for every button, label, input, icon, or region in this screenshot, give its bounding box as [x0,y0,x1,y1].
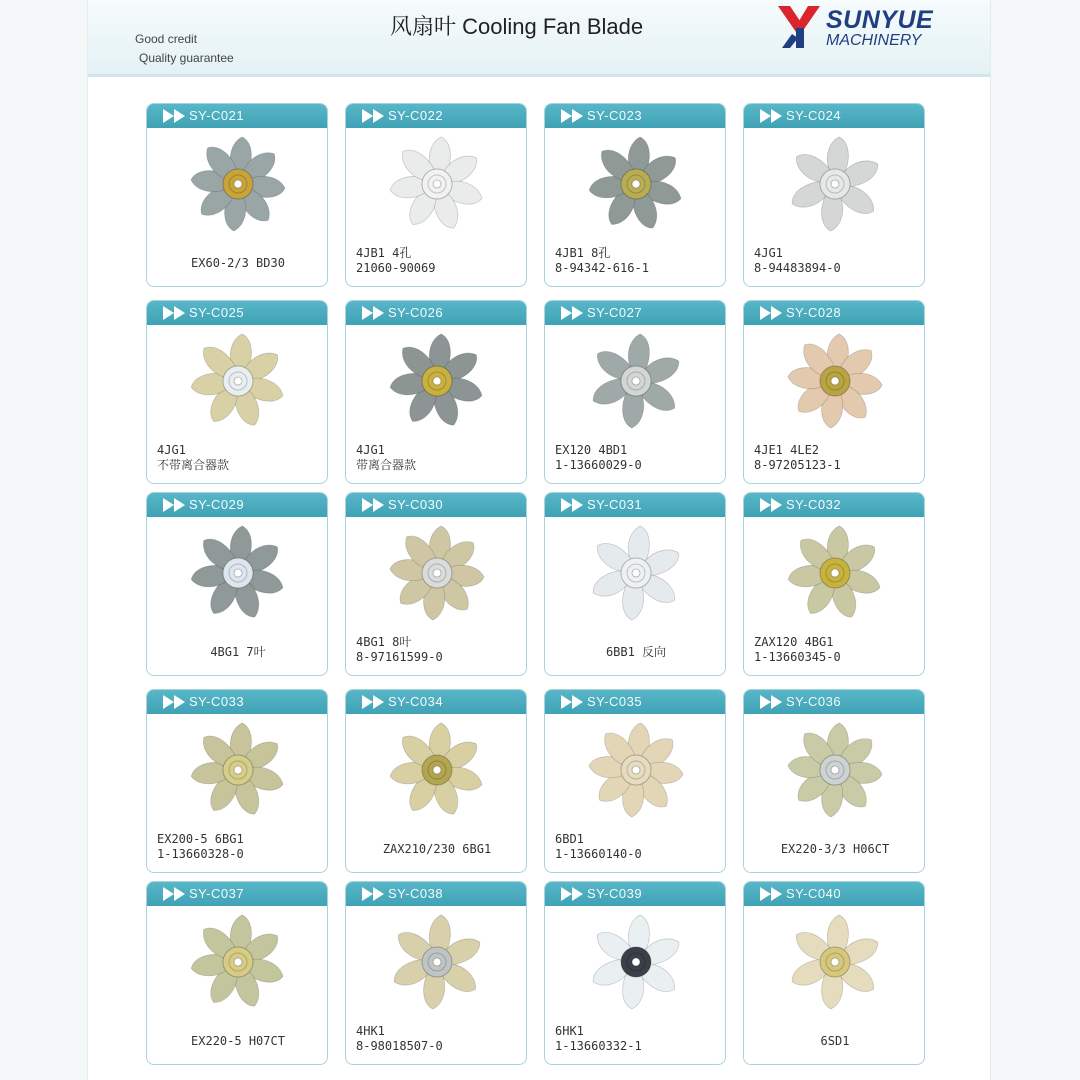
fan-blade-image [188,912,288,1012]
product-code: SY-C038 [388,886,444,901]
double-arrow-icon [163,695,187,709]
double-arrow-icon [561,695,585,709]
fan-blade-image [586,912,686,1012]
fan-blade-image [188,523,288,623]
product-model: 6BB1 反向 [605,645,667,659]
product-code: SY-C040 [786,886,842,901]
product-model: 6SD1 [820,1034,850,1048]
product-model: 4JG1 [356,443,385,457]
double-arrow-icon [362,695,386,709]
product-card [345,300,527,484]
double-arrow-icon [561,498,585,512]
card-header [545,301,725,325]
fan-blade-image [586,134,686,234]
product-card [146,492,328,676]
fan-blade-image [387,720,487,820]
product-code: SY-C036 [786,694,842,709]
card-header [744,301,924,325]
product-code: SY-C035 [587,694,643,709]
product-model: 6HK1 [555,1024,584,1038]
double-arrow-icon [760,695,784,709]
double-arrow-icon [760,887,784,901]
product-card [146,103,328,287]
product-code: SY-C029 [189,497,245,512]
product-code: SY-C027 [587,305,643,320]
double-arrow-icon [362,306,386,320]
tagline-quality-guarantee: Quality guarantee [139,51,234,65]
card-header [545,104,725,128]
page-title: 风扇叶 Cooling Fan Blade [390,14,644,39]
double-arrow-icon [362,109,386,123]
card-header [744,882,924,906]
product-card [743,300,925,484]
product-part-number: 1-13660029-0 [555,458,642,472]
product-model: 4BG1 8叶 [356,635,412,649]
product-card [146,689,328,873]
product-model: ZAX120 4BG1 [754,635,834,649]
product-part-number: 1-13660328-0 [157,847,244,861]
double-arrow-icon [561,306,585,320]
product-model: EX120 4BD1 [555,443,628,457]
fan-blade-image [387,331,487,431]
product-part-number: 不带离合器款 [157,458,230,472]
product-code: SY-C033 [189,694,245,709]
double-arrow-icon [163,306,187,320]
fan-blade-image [586,331,686,431]
product-card [544,492,726,676]
card-header [545,882,725,906]
double-arrow-icon [163,887,187,901]
product-part-number: 8-98018507-0 [356,1039,443,1053]
product-code: SY-C034 [388,694,444,709]
product-model: EX200-5 6BG1 [157,832,244,846]
double-arrow-icon [362,498,386,512]
product-card [345,492,527,676]
card-header [744,104,924,128]
product-card [146,881,328,1065]
double-arrow-icon [163,498,187,512]
fan-blade-image [785,720,885,820]
product-card [544,300,726,484]
product-card [743,689,925,873]
product-part-number: 8-94483894-0 [754,261,841,275]
fan-blade-image [387,912,487,1012]
product-card [544,881,726,1065]
product-part-number: 1-13660332-1 [555,1039,642,1053]
double-arrow-icon [362,887,386,901]
card-header [346,882,526,906]
product-part-number: 21060-90069 [356,261,436,275]
product-model: 4HK1 [356,1024,385,1038]
product-part-number: 带离合器款 [356,458,417,472]
double-arrow-icon [760,498,784,512]
fan-blade-image [586,720,686,820]
product-card [146,300,328,484]
card-header [346,301,526,325]
card-header [346,493,526,517]
double-arrow-icon [163,109,187,123]
product-part-number: 1-13660140-0 [555,847,642,861]
product-model: 4JB1 8孔 [555,246,611,260]
card-header [346,104,526,128]
product-code: SY-C030 [388,497,444,512]
fan-blade-image [188,331,288,431]
product-model: EX220-5 H07CT [191,1034,285,1048]
product-model: 4JG1 [754,246,783,260]
product-code: SY-C021 [189,108,245,123]
fan-blade-image [188,134,288,234]
product-model: EX60-2/3 BD30 [191,256,285,270]
product-code: SY-C023 [587,108,643,123]
product-card [743,103,925,287]
product-card [544,689,726,873]
card-header [147,301,327,325]
product-part-number: 8-97205123-1 [754,458,841,472]
card-header [147,690,327,714]
product-code: SY-C025 [189,305,245,320]
product-model: 4BG1 7叶 [210,645,266,659]
brand-subtitle: MACHINERY [826,32,922,49]
product-part-number: 8-97161599-0 [356,650,443,664]
product-model: 4JB1 4孔 [356,246,412,260]
card-header [147,493,327,517]
double-arrow-icon [760,109,784,123]
product-code: SY-C022 [388,108,444,123]
fan-blade-image [387,134,487,234]
product-model: ZAX210/230 6BG1 [382,842,492,856]
card-header [545,690,725,714]
fan-blade-image [785,523,885,623]
fan-blade-image [387,523,487,623]
product-code: SY-C031 [587,497,643,512]
product-card [544,103,726,287]
product-card [743,881,925,1065]
card-header [744,493,924,517]
product-model: 4JG1 [157,443,186,457]
product-card [345,881,527,1065]
double-arrow-icon [561,109,585,123]
product-card [345,689,527,873]
product-part-number: 8-94342-616-1 [555,261,649,275]
product-code: SY-C024 [786,108,842,123]
fan-blade-image [785,331,885,431]
product-model: 4JE1 4LE2 [754,443,820,457]
double-arrow-icon [561,887,585,901]
fan-blade-image [188,720,288,820]
double-arrow-icon [760,306,784,320]
product-code: SY-C026 [388,305,444,320]
card-header [346,690,526,714]
product-model: 6BD1 [555,832,584,846]
card-header [147,882,327,906]
product-code: SY-C032 [786,497,842,512]
product-code: SY-C039 [587,886,643,901]
product-code: SY-C028 [786,305,842,320]
tagline-good-credit: Good credit [135,32,198,46]
fan-blade-image [586,523,686,623]
card-header [744,690,924,714]
product-part-number: 1-13660345-0 [754,650,841,664]
product-model: EX220-3/3 H06CT [780,842,890,856]
card-header [545,493,725,517]
product-code: SY-C037 [189,886,245,901]
brand-name: SUNYUE [826,6,934,34]
fan-blade-image [785,134,885,234]
product-card [743,492,925,676]
product-card [345,103,527,287]
card-header [147,104,327,128]
fan-blade-image [785,912,885,1012]
